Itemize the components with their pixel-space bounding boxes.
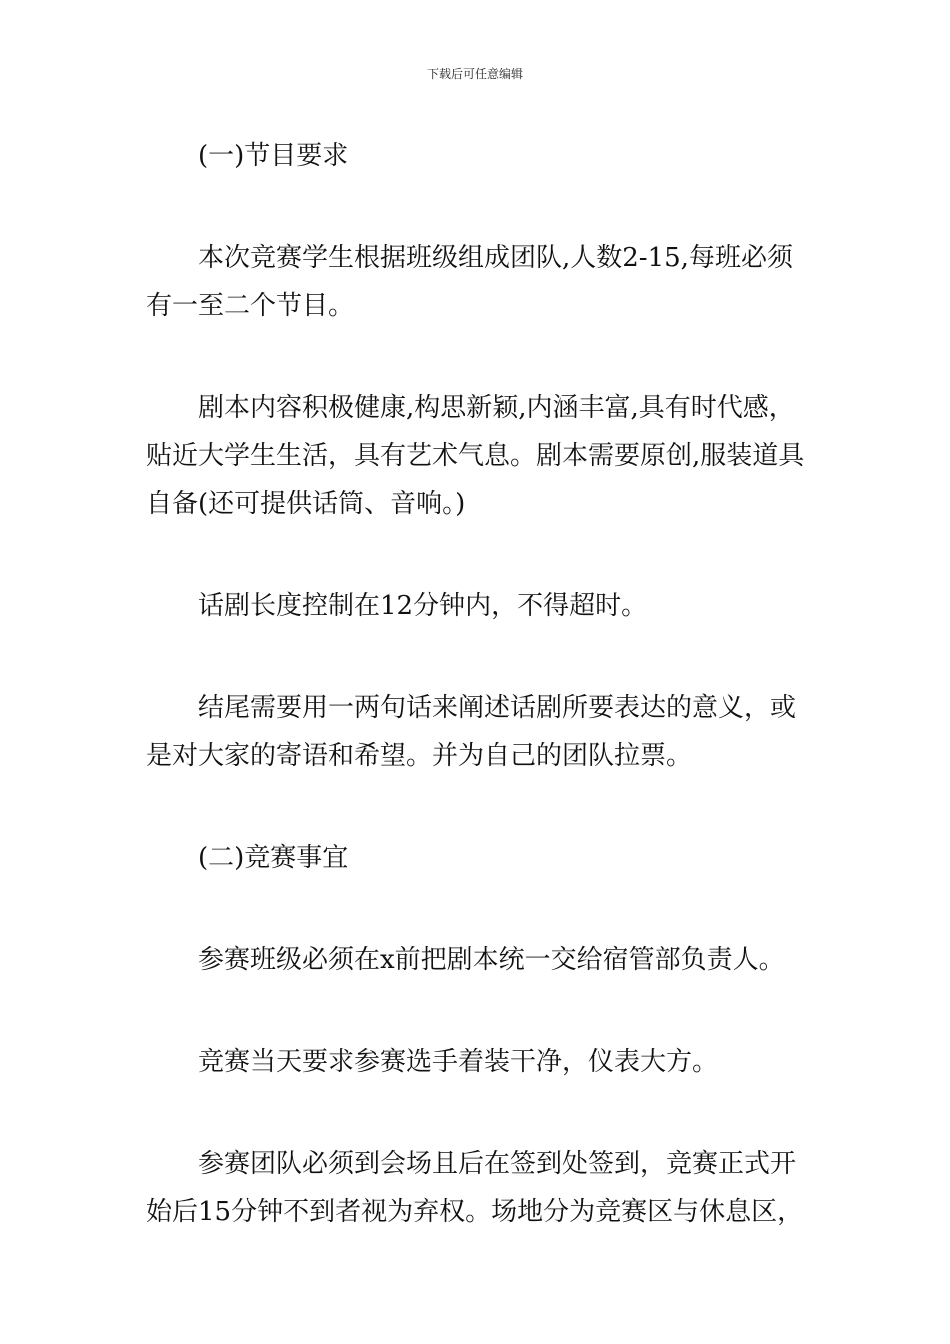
paragraph-ending-requirement: 结尾需要用一两句话来阐述话剧所要表达的意义，或是对大家的寄语和希望。并为自己的团队拉票。: [146, 693, 797, 771]
paragraph-dress-code: 竞赛当天要求参赛选手着装干净，仪表大方。: [198, 1047, 719, 1077]
paragraph-sign-in-rules: 参赛团队必须到会场且后在签到处签到，竞赛正式开始后15分钟不到者视为弃权。场地分为竞赛区与休息区，: [146, 1149, 804, 1227]
paragraph-team-composition: 本次竞赛学生根据班级组成团队,人数2-15,每班必须有一至二个节目。: [146, 243, 793, 321]
section-heading-competition-matters: (二)竞赛事宜: [198, 843, 349, 873]
page-header-note: 下载后可任意编辑: [426, 67, 523, 81]
section-heading-program-requirements: (一)节目要求: [198, 141, 349, 171]
document-body: [146, 132, 810, 1290]
paragraph-script-content: 剧本内容积极健康,构思新颖,内涵丰富,具有时代感，贴近大学生生活，具有艺术气息。剧本需要原创,服装道具自备(还可提供话筒、音响。): [146, 393, 805, 519]
paragraph-time-limit: 话剧长度控制在12分钟内，不得超时。: [198, 591, 648, 621]
paragraph-script-submission: 参赛班级必须在x前把剧本统一交给宿管部负责人。: [198, 945, 785, 975]
